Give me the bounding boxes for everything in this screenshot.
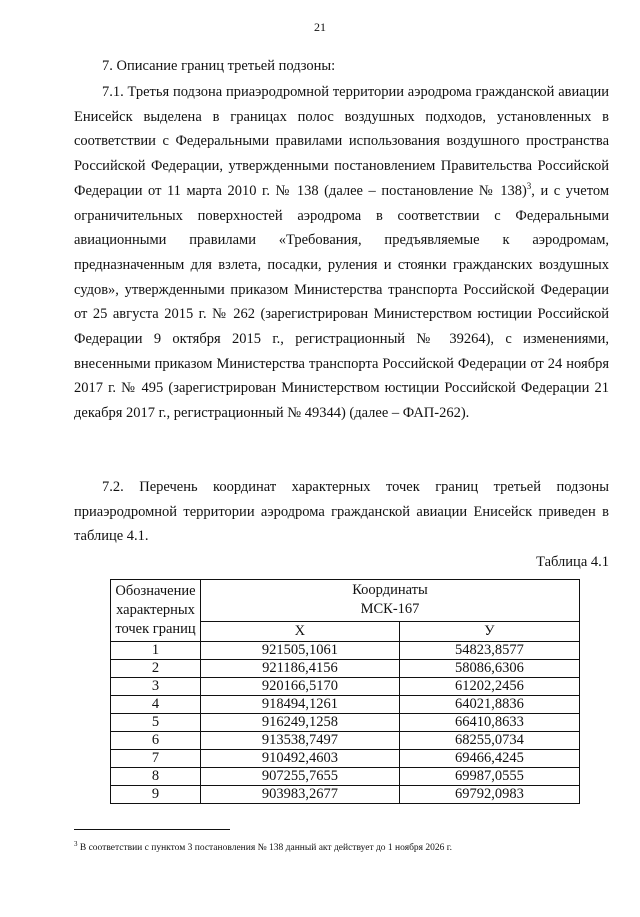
table-row: [111, 786, 580, 804]
point-cell: 2: [111, 660, 201, 678]
table-row: [111, 696, 580, 714]
y-header: У: [399, 621, 579, 641]
table-row: [111, 660, 580, 678]
paragraph-7-1-text-b: , и с учетом ограничительных поверхностей аэродрома в соответствии с Федеральными авиационными правилами «Требования, предъявляемые к аэродромам, предназначенным для взлета, посадки, руления и стоянки гражданских воздушных судов», утвержденными приказом Министерства транспорта Российской Федерации от 25 августа 2015 г. № 262 (зарегистрирован Министерством юстиции Российской Федерации 9 октября 2015 г., регистрационный № 39264), с изменениями, внесенными приказом Министерства транспорта Российской Федерации от 24 ноября 2017 г. № 495 (зарегистрирован Министерством юстиции Российской Федерации 21 декабря 2017 г., регистрационный № 49344) (далее – ФАП-262).: [74, 182, 609, 422]
coordinates-header-line-1: Координаты: [352, 582, 428, 599]
coordinates-table: [110, 579, 580, 804]
y-cell: 69987,0555: [399, 768, 579, 786]
table-row: [111, 642, 580, 660]
page-number: 21: [314, 20, 326, 34]
y-cell: 68255,0734: [399, 732, 579, 750]
table-row: [111, 678, 580, 696]
section-heading: 7. Описание границ третьей подзоны:: [102, 58, 336, 74]
x-cell: 921186,4156: [201, 660, 400, 678]
table-row: [111, 714, 580, 732]
x-cell: 903983,2677: [201, 786, 400, 804]
footnote-text: В соответствии с пунктом 3 постановления № 138 данный акт действует до 1 ноября 2026 г.: [77, 843, 452, 853]
paragraph-7-1-text-a: 7.1. Третья подзона приаэродромной территории аэродрома гражданской авиации Енисейск выделена в границах полос воздушных подходов, установленных в соответствии с Федеральными правилами использования воздушного пространства Российской Федерации, утвержденными постановлением Правительства Российской Федерации от 11 марта 2010 г. № 138 (далее – постановление № 138): [74, 84, 609, 199]
x-cell: 918494,1261: [201, 696, 400, 714]
x-cell: 913538,7497: [201, 732, 400, 750]
x-cell: 907255,7655: [201, 768, 400, 786]
table-row: [111, 768, 580, 786]
table-caption: Таблица 4.1: [536, 554, 609, 570]
x-cell: 920166,5170: [201, 678, 400, 696]
point-cell: 8: [111, 768, 201, 786]
point-cell: 5: [111, 714, 201, 732]
footnote-reference: 3: [526, 180, 532, 191]
footnote-divider: [74, 829, 230, 830]
x-header: X: [201, 621, 400, 641]
table-row: [111, 750, 580, 768]
point-cell: 6: [111, 732, 201, 750]
point-header: [111, 580, 201, 642]
y-cell: 61202,2456: [399, 678, 579, 696]
paragraph-7-1: [74, 80, 609, 426]
footnote-mark: 3: [74, 839, 78, 848]
point-header-line-1: Обозначение: [115, 583, 196, 599]
x-cell: 916249,1258: [201, 714, 400, 732]
paragraph-7-2: 7.2. Перечень координат характерных точек границ третьей подзоны приаэродромной территории аэродрома гражданской авиации Енисейск приведен в таблице 4.1.: [74, 479, 609, 545]
y-cell: 69792,0983: [399, 786, 579, 804]
point-cell: 9: [111, 786, 201, 804]
point-header-line-3: точек границ: [115, 621, 196, 637]
coordinates-header: [201, 580, 580, 622]
footnote: [74, 839, 452, 853]
point-cell: 3: [111, 678, 201, 696]
x-cell: 921505,1061: [201, 642, 400, 660]
y-cell: 66410,8633: [399, 714, 579, 732]
coordinates-header-line-2: МСК-167: [360, 601, 420, 618]
y-cell: 64021,8836: [399, 696, 579, 714]
y-cell: 54823,8577: [399, 642, 579, 660]
point-header-line-2: характерных: [116, 602, 195, 618]
x-cell: 910492,4603: [201, 750, 400, 768]
table-row: [111, 732, 580, 750]
point-cell: 7: [111, 750, 201, 768]
point-cell: 1: [111, 642, 201, 660]
y-cell: 58086,6306: [399, 660, 579, 678]
y-cell: 69466,4245: [399, 750, 579, 768]
point-cell: 4: [111, 696, 201, 714]
